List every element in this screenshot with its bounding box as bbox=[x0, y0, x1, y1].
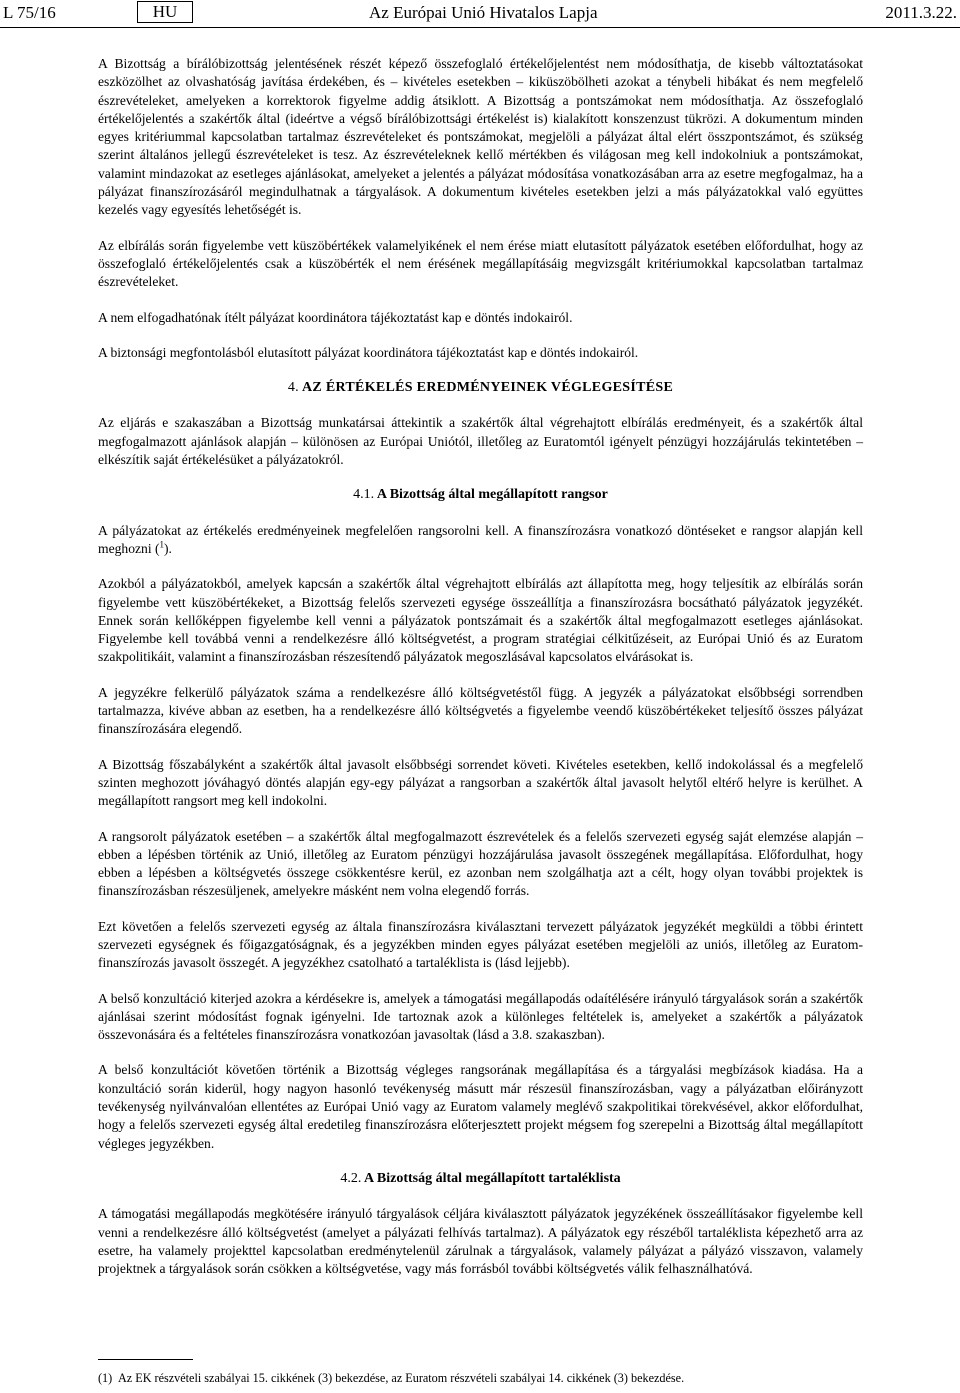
paragraph: A rangsorolt pályázatok esetében – a szakértők által megfogalmazott észrevételek és a felelős szervezeti egység saját elemzése alapján – ebben a lépésben történik az Unió, illetőleg az Euratom pénzügyi hozzájárulása javasolt összegének megállapítása. Előfordulhat, hogy ebben a lépésben a költségvetés összege csökkentésre kerül, ez azonban nem szolgálhatja azt a célt, hogy olyan további projektek is finanszírozásban részesüljenek, amelyekre másként nem volna elegendő forrás. bbox=[98, 828, 863, 899]
journal-title: Az Európai Unió Hivatalos Lapja bbox=[369, 3, 598, 22]
paragraph: A Bizottság főszabályként a szakértők által javasolt elsőbbségi sorrendet követi. Kivételes esetekben, kellő indokolással és a megfelelő szinten meghozott jóváhagyó döntés alapján egy-egy pályázat a rangsorban a szakértők által javasolt helytől eltérő helyre is kerülhet. A megállapított rangsort meg kell indokolni. bbox=[98, 756, 863, 809]
paragraph: A belső konzultációt követően történik a Bizottság végleges rangsorának megállapítása és a tárgyalási megbízások kiadása. Ha a konzultáció során kiderül, hogy nagyon hasonló tevékenység másutt már részesül finanszírozásban, vagy a pályázatban előirányzott tevékenység nyilvánvalóan ellentétes az Európai Unió vagy az Euratom valamely meglévő szakpolitikai törekvésével, akkor előfordulhat, hogy a felelős szervezeti egység által eredetileg finanszírozásra előterjesztett projekt mégsem fog szerepelni a Bizottság által megállapított végleges jegyzékben. bbox=[98, 1062, 863, 1151]
section-title: AZ ÉRTÉKELÉS EREDMÉNYEINEK VÉGLEGESÍTÉSE bbox=[302, 380, 674, 396]
footnote-marker: (1) bbox=[98, 1371, 113, 1385]
paragraph: A támogatási megállapodás megkötésére irányuló tárgyalások céljára kiválasztott pályázatok jegyzékének összeállításakor figyelembe kell venni a rendelkezésre álló költségvetést (amelyet a pályázati felhívás tartalmaz). A pályázatok egy részéből tartaléklista képezhető arra az esetre, ha valamely projekttel kapcsolatban eredménytelenül zárulnak a tárgyalások, valamely pályázat a pályázó visszavon, valamely projektnek a tárgyalások során csökken a költségvetése, vagy más forrásból további költségvetés válik felhasználhatóvá. bbox=[98, 1206, 863, 1277]
footnote-text: Az EK részvételi szabályai 15. cikkének (3) bekezdése, az Euratom részvételi szabályai 14. cikkének (3) bekezdése. bbox=[118, 1371, 685, 1385]
paragraph: Az elbírálás során figyelembe vett küszöbértékek valamelyikének el nem érése miatt elutasított pályázatok esetében előfordulhat, hogy az összefoglaló értékelőjelentés csak a küszöbérték el nem érésének megállapításáig megvizsgált kritériumokkal kapcsolatban tartalmaz észrevételeket. bbox=[98, 237, 863, 290]
paragraph: Azokból a pályázatokból, amelyek kapcsán a szakértők által végrehajtott elbírálás azt állapította meg, hogy teljesítik az elbírálás során figyelembe vett küszöbértékeket, a Bizottság felelős szervezeti egysége összeállítja a finanszírozásra bocsátható pályázatok jegyzékét. Ennek során kellőképpen figyelembe kell venni a pályázatok pontszámait és a szakértők által megfogalmazott esetleges ajánlásokat. Figyelembe kell továbbá venni a rendelkezésre álló költségvetést, a program stratégiai célkitűzéseit, az Európai Unió és az Euratom szakpolitikáit, valamint a finanszírozásban részesítendő pályázatok megoszlásával kapcsolatos elvárásokat is. bbox=[98, 576, 863, 665]
footnote-reference[interactable]: 1 bbox=[159, 539, 165, 550]
section-number: 4.1. bbox=[353, 487, 375, 503]
page-number: L 75/16 bbox=[3, 3, 56, 22]
paragraph-text-end: ). bbox=[164, 540, 172, 556]
section-number: 4.2. bbox=[340, 1170, 362, 1186]
section-title: A Bizottság által megállapított rangsor bbox=[376, 487, 608, 503]
paragraph-text: A pályázatokat az értékelés eredményeinek megfelelően rangsorolni kell. A finanszírozásra vonatkozó döntéseket e rangsor alapján kell meghozni ( bbox=[98, 522, 863, 556]
footnote bbox=[98, 1370, 863, 1386]
paragraph: A Bizottság a bírálóbizottság jelentésének részét képező összefoglaló értékelőjelentést nem módosíthatja, de kisebb változtatásokat eszközölhet az olvashatóság javítása érdekében, és – kivételes esetekben – kiküszöbölheti azokat a ténybeli hibákat és nem megfelelő észrevételeket, amelyeken a korrektorok figyelme addig átsiklott. A Bizottság a pontszámokat nem módosíthatja. Az összefoglaló értékelőjelentés a szakértők által (ideértve a végső bírálóbizottsági értékelést is) kialakított konszenzust tükrözi. A dokumentum minden egyes kritériummal kapcsolatban tartalmaz észrevételeket és pontszámokat, megjelöli a pályázat által elért összpontszámot, és szükség szerint általános jellegű észrevételeket is tesz. Az észrevételeknek kellő mértékben és világosan meg kell indokolniuk a pontszámokat, valamint mindazokat az esetleges ajánlásokat, amelyeket a jelentés a pályázat módosítása vonatkozásában arra az esetre megfogalmaz, ha a pályázat finanszírozásáról megindulhatnak a tárgyalások. A dokumentum kivételes esetekben jelzi a más pályázatokkal való együttes kezelés vagy egyesítés lehetőségét is. bbox=[98, 56, 863, 218]
section-title: A Bizottság által megállapított tartaléklista bbox=[364, 1170, 621, 1186]
publication-date: 2011.3.22. bbox=[885, 3, 957, 22]
section-heading-4-1 bbox=[98, 486, 863, 504]
language-badge: HU bbox=[137, 1, 193, 23]
paragraph: A biztonsági megfontolásból elutasított pályázat koordinátora tájékoztatást kap e döntés indokairól. bbox=[98, 344, 639, 360]
page-header bbox=[0, 0, 960, 24]
paragraph: A nem elfogadhatónak ítélt pályázat koordinátora tájékoztatást kap e döntés indokairól. bbox=[98, 309, 573, 325]
section-heading-4 bbox=[98, 379, 863, 397]
paragraph bbox=[98, 522, 863, 559]
paragraph: A jegyzékre felkerülő pályázatok száma a rendelkezésre álló költségvetéstől függ. A jegyzék a pályázatokat elsőbbségi sorrendben tartalmazza, kivéve abban az esetben, ha a rendelkezésre álló költségvetés a figyelembe veendő küszöbértékeket teljesítő összes pályázat finanszírozására elegendő. bbox=[98, 684, 863, 737]
footnote-divider bbox=[98, 1359, 193, 1360]
section-number: 4. bbox=[287, 380, 299, 396]
paragraph: Az eljárás e szakaszában a Bizottság munkatársai áttekintik a szakértők által végrehajtott elbírálás eredményeit, és a szakértők által megfogalmazott ajánlások alapján – különösen az Európai Uniótól, illetőleg az Euratomtól igényelt pénzügyi hozzájárulás tekintetében – elkészítik saját értékelésüket a pályázatokról. bbox=[98, 415, 863, 468]
section-heading-4-2 bbox=[98, 1170, 863, 1188]
header-divider bbox=[0, 27, 960, 28]
document-body bbox=[98, 55, 863, 1295]
paragraph: A belső konzultáció kiterjed azokra a kérdésekre is, amelyek a támogatási megállapodás odaítélésére irányuló tárgyalások során a szakértők ajánlásai szerint módosítást fognak igényelni. Ide tartoznak azok a különleges feltételek is, amelyeket a szakértők a pályázatok összevonására és a feltételes finanszírozásra vonatkozóan javasoltak (lásd a 3.8. szakaszban). bbox=[98, 990, 863, 1043]
paragraph: Ezt követően a felelős szervezeti egység az általa finanszírozásra kiválasztani tervezett pályázatok jegyzékét megküldi a többi érintett szervezeti egységnek és főigazgatóságnak, és a jegyzékben minden egyes pályázat esetében megjelöli az uniós, illetőleg az Euratom-finanszírozás javasolt összegét. A jegyzékhez csatolható a tartaléklista is (lásd lejjebb). bbox=[98, 918, 863, 971]
